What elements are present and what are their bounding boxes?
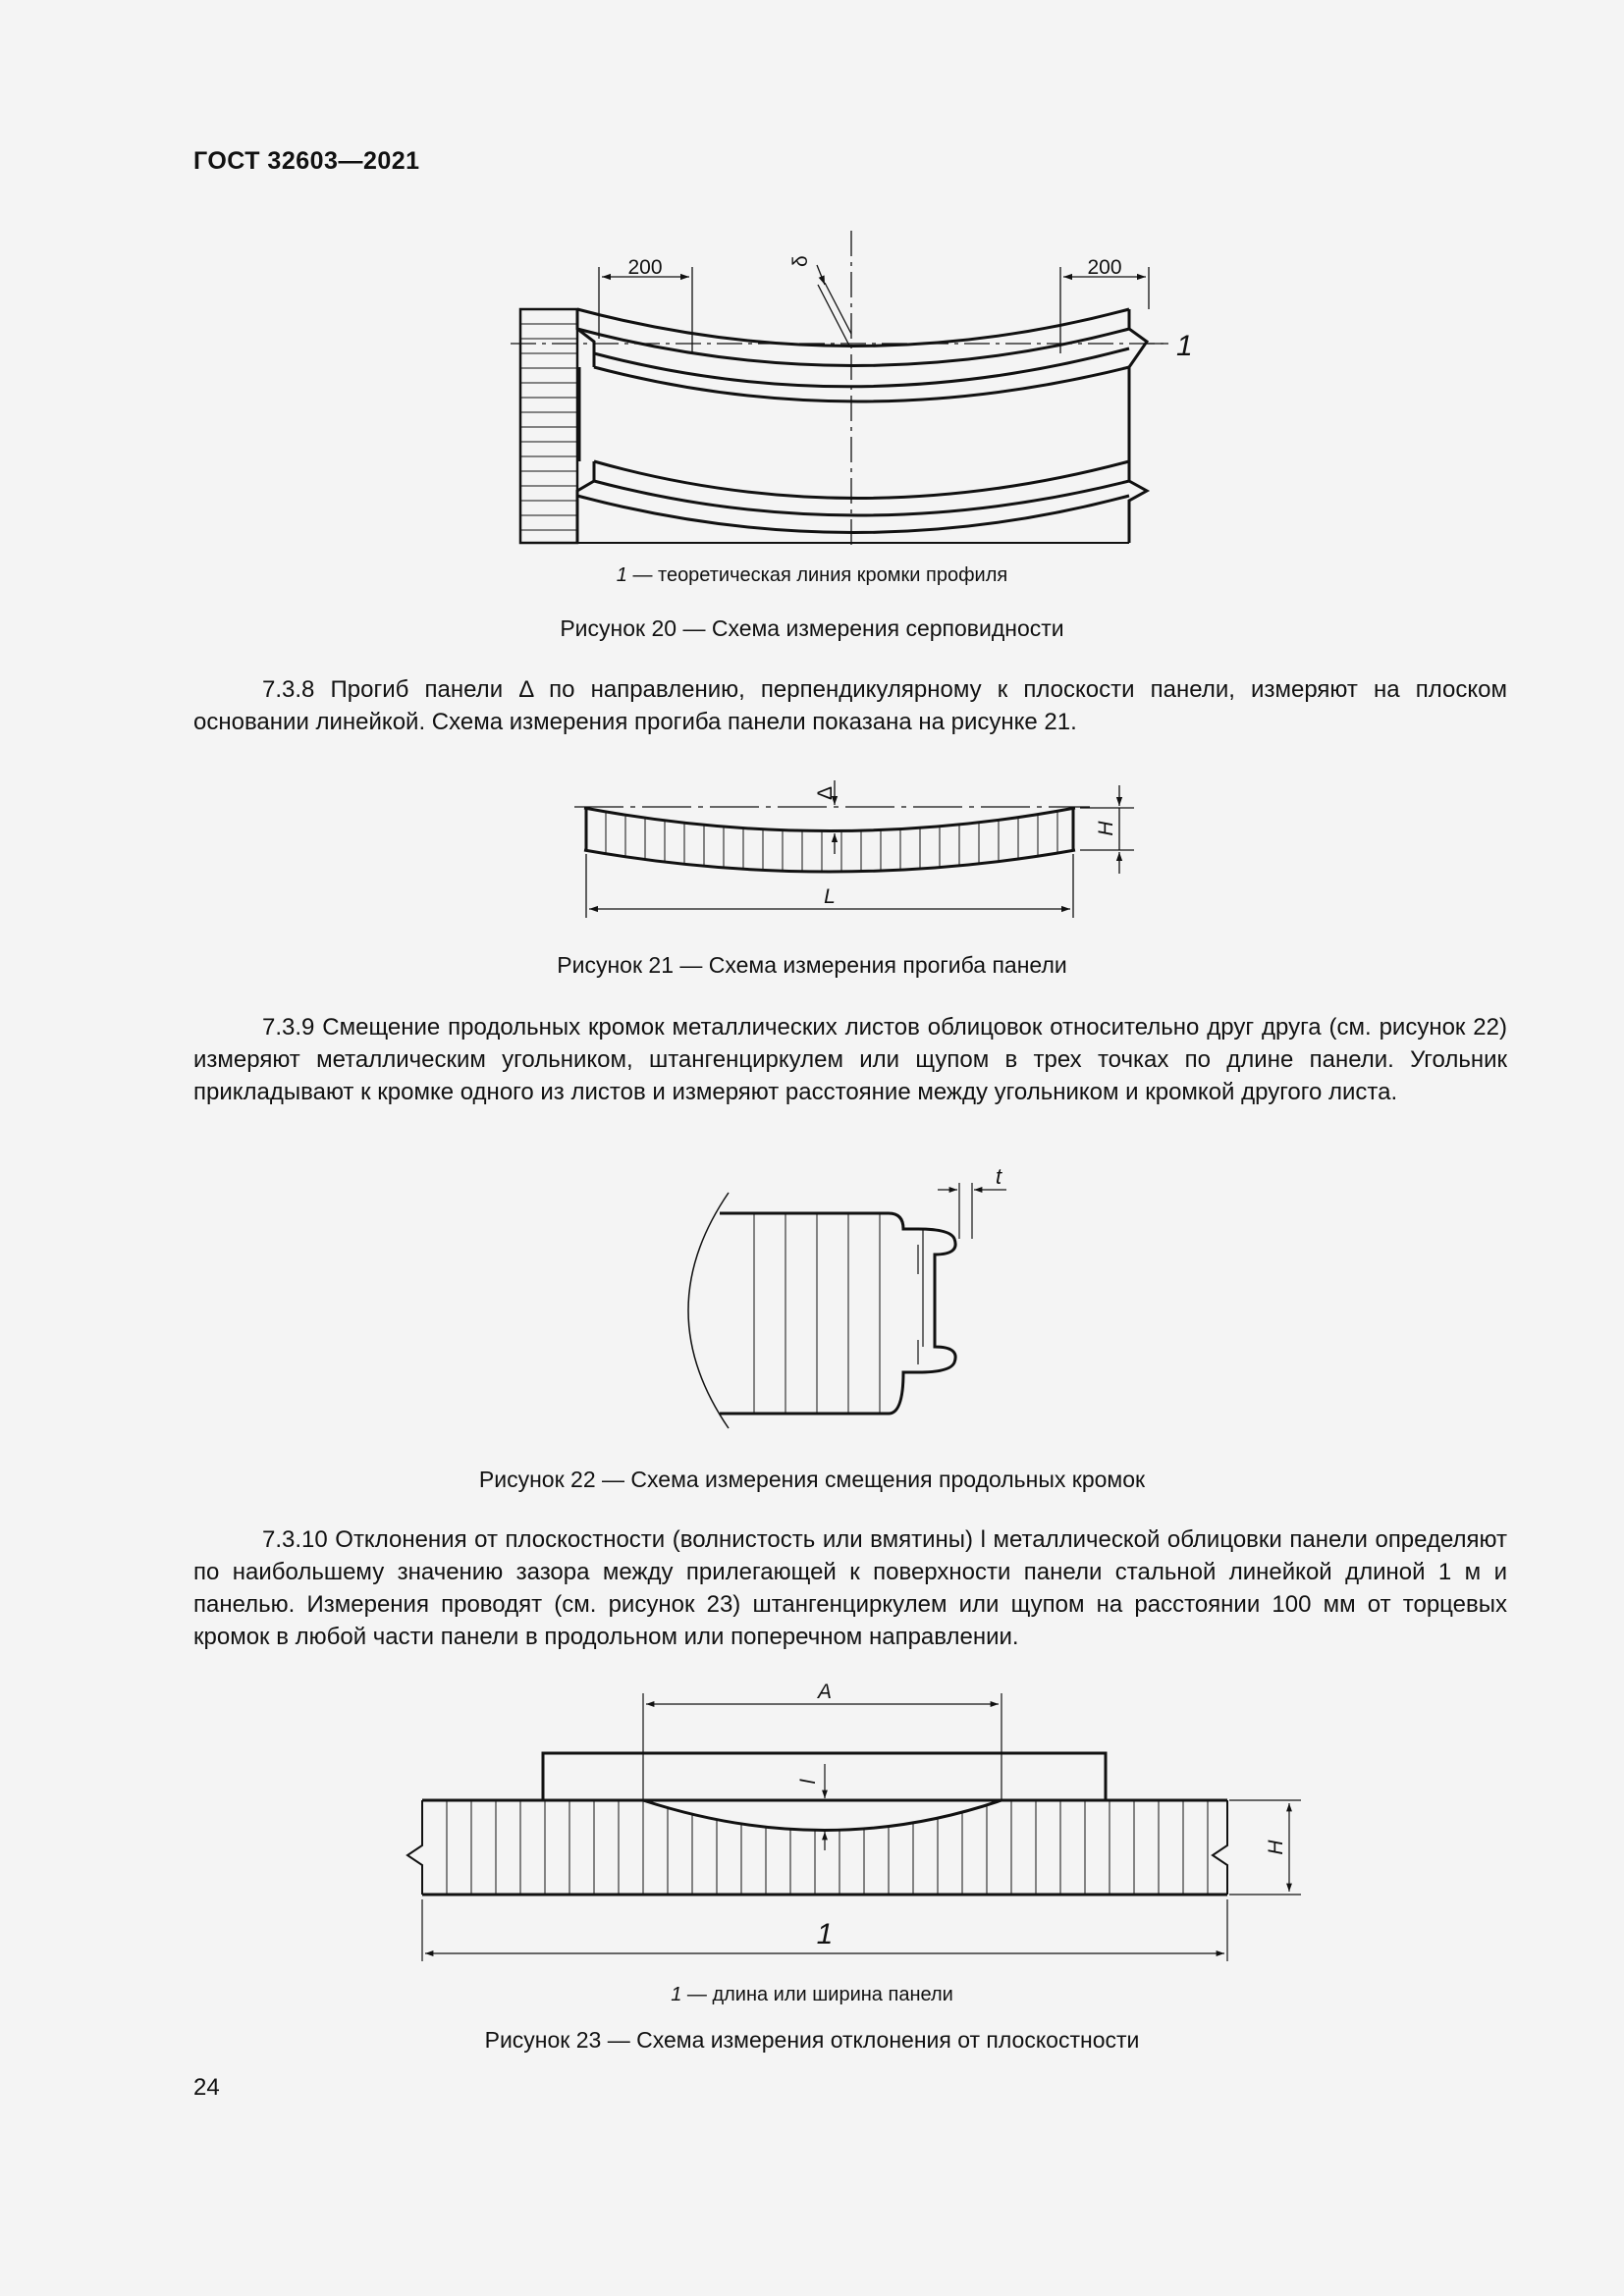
fig21-H-label: H xyxy=(1095,821,1117,836)
figure-21-drawing xyxy=(0,766,1624,933)
figure-20-caption: Рисунок 20 — Схема измерения серповидности xyxy=(560,615,1064,641)
figure-22-drawing xyxy=(0,1163,1624,1428)
fig22-t-label: t xyxy=(996,1164,1002,1189)
fig20-dim-left: 200 xyxy=(627,256,663,279)
figure-23-drawing xyxy=(0,1674,1624,1968)
fig21-L-label: L xyxy=(824,885,836,908)
figure-23-legend xyxy=(0,1984,1624,2006)
figure-20-legend xyxy=(0,564,1624,587)
fig20-dim-right: 200 xyxy=(1087,256,1122,279)
fig20-delta-label: δ xyxy=(789,255,812,267)
fig21-delta-label: Δ xyxy=(814,785,837,801)
figure-22-caption: Рисунок 22 — Схема измерения смещения продольных кромок xyxy=(478,1467,1146,1492)
fig20-pos-label: 1 xyxy=(1176,330,1193,362)
fig20-legend-num: 1 xyxy=(616,564,627,586)
fig23-pos-label: 1 xyxy=(816,1918,834,1950)
paragraph-7-3-8: 7.3.8 Прогиб панели Δ по направлению, перпендикулярному к плоскости панели, измеряют на плоском основании линейкой. Схема измерения прогиба панели показана на рисунке 21. xyxy=(193,676,1507,735)
page-number: 24 xyxy=(193,2074,220,2101)
figure-20-drawing xyxy=(0,221,1624,564)
paragraph-7-3-10: 7.3.10 Отклонения от плоскостности (волнистость или вмятины) l металлической облицовки панели определяют по наибольшему значению зазора между прилегающей к поверхности панели стальной линейкой длиной 1 м и панелью. Измерения проводят (см. рисунок 23) штангенциркулем или щупом на расстоянии 100 мм от торцевых кромок в любой части панели в продольном или поперечном направлении. xyxy=(193,1526,1507,1650)
figure-21-caption: Рисунок 21 — Схема измерения прогиба панели xyxy=(557,952,1067,978)
fig23-legend-text: — длина или ширина панели xyxy=(681,1984,953,2005)
fig23-legend-num: 1 xyxy=(671,1984,682,2005)
paragraph-7-3-9: 7.3.9 Смещение продольных кромок металлических листов облицовок относительно друг друга (см. рисунок 22) измеряют металлическим угольником, штангенциркулем или щупом в трех точках по длине панели. Угольник прикладывают к кромке одного из листов и измеряют расстояние между угольником и кромкой другого листа. xyxy=(193,1014,1507,1105)
fig20-legend-text: — теоретическая линия кромки профиля xyxy=(626,564,1008,586)
fig23-A-label: A xyxy=(817,1681,833,1703)
figure-23-caption: Рисунок 23 — Схема измерения отклонения от плоскостности xyxy=(484,2027,1140,2053)
document-header: ГОСТ 32603—2021 xyxy=(193,147,420,175)
fig23-H-label: H xyxy=(1265,1840,1287,1855)
fig23-l-label: l xyxy=(797,1779,820,1785)
